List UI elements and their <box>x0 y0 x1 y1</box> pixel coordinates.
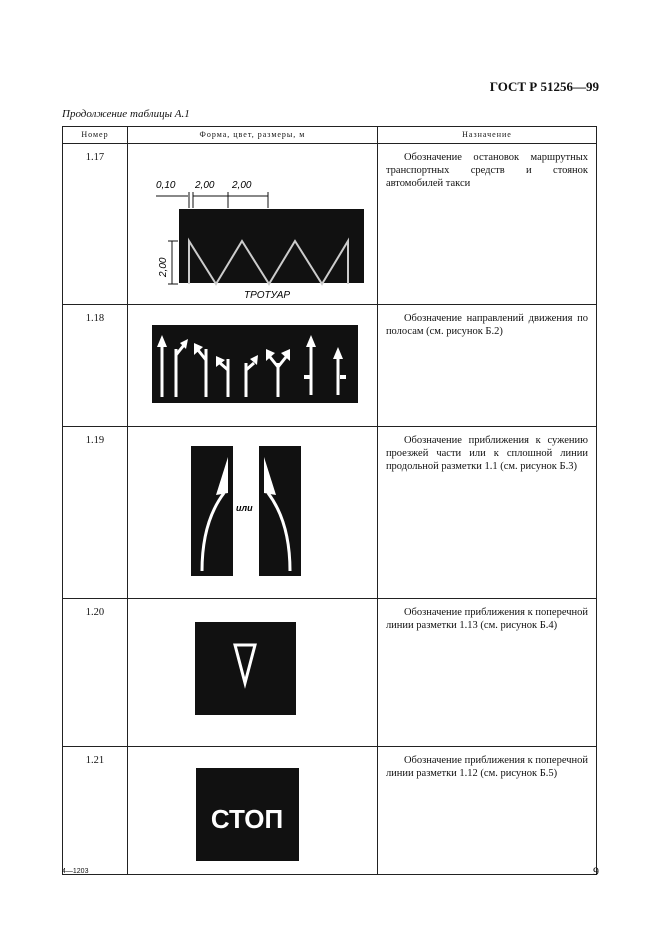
row-number: 1.18 <box>63 305 128 427</box>
row-purpose: Обозначение направлений движения по полосам (см. рисунок Б.2) <box>377 305 596 427</box>
row-number: 1.20 <box>63 599 128 747</box>
figure-cell <box>127 144 377 305</box>
figure-cell <box>127 305 377 427</box>
row-number: 1.17 <box>63 144 128 305</box>
sidewalk-label: ТРОТУАР <box>243 290 291 299</box>
col-number: Номер <box>63 127 128 144</box>
table-header-row <box>63 127 597 144</box>
table-row <box>63 747 597 875</box>
table-row <box>63 305 597 427</box>
row-purpose: Обозначение приближения к сужению проезжей части или к сплошной линии продольной разметки 1.1 (см. рисунок Б.3) <box>377 427 596 599</box>
row-number: 1.19 <box>63 427 128 599</box>
figure-cell <box>127 427 377 599</box>
table-caption: Продолжение таблицы А.1 <box>62 108 190 120</box>
col-form: Форма, цвет, размеры, м <box>127 127 377 144</box>
stop-marking-figure <box>128 747 377 869</box>
col-purpose: Назначение <box>377 127 596 144</box>
row-purpose: Обозначение приближения к поперечной линии разметки 1.13 (см. рисунок Б.4) <box>377 599 596 747</box>
page-number: 9 <box>593 864 599 878</box>
or-label: или <box>235 503 253 513</box>
triangle-marking-figure <box>128 599 377 741</box>
table-row <box>63 144 597 305</box>
row-purpose: Обозначение остановок маршрутных транспортных средств и стоянок автомобилей такси <box>377 144 596 305</box>
row-purpose: Обозначение приближения к поперечной линии разметки 1.12 (см. рисунок Б.5) <box>377 747 596 875</box>
zigzag-marking-figure <box>128 144 377 299</box>
standard-header: ГОСТ Р 51256—99 <box>489 79 599 94</box>
table-row <box>63 599 597 747</box>
narrowing-arrows-figure <box>128 427 377 593</box>
figure-cell <box>127 747 377 875</box>
dim-label-200c: 2,00 <box>157 257 169 277</box>
dim-label-010: 0,10 <box>155 180 176 191</box>
figure-cell <box>127 599 377 747</box>
dim-label-200a: 2,00 <box>194 180 215 191</box>
row-number: 1.21 <box>63 747 128 875</box>
footer-code: 4—1203 <box>62 868 89 875</box>
markings-table <box>62 126 597 875</box>
stop-text: СТОП <box>210 804 284 834</box>
table-row <box>63 427 597 599</box>
dim-label-200b: 2,00 <box>231 180 252 191</box>
lane-arrows-figure <box>128 305 377 421</box>
